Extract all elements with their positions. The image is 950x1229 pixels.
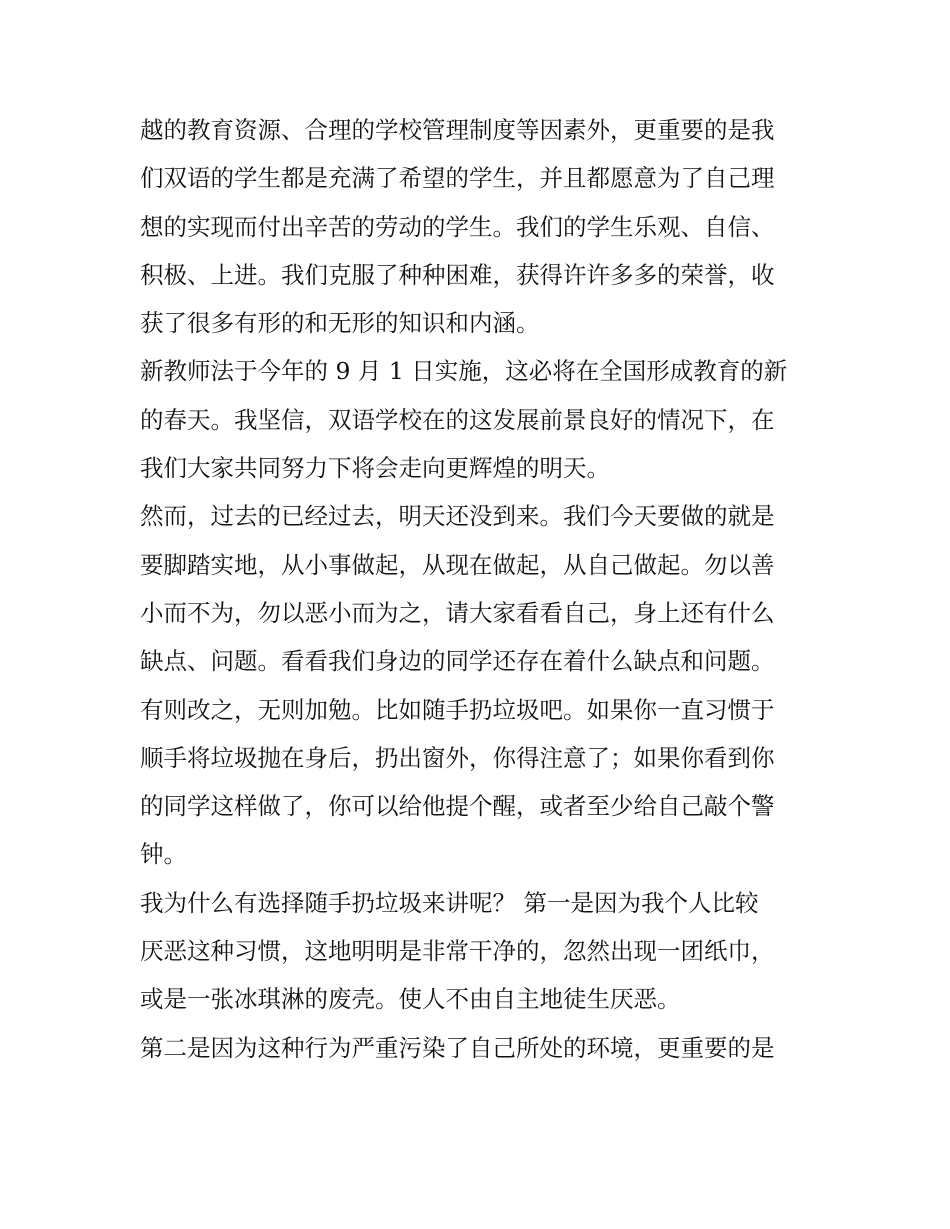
text-line: 有则改之，无则加勉。比如随手扔垃圾吧。如果你一直习惯于: [140, 695, 775, 724]
document-body: [140, 106, 830, 1072]
text-line: 我们大家共同努力下将会走向更辉煌的明天。: [140, 454, 610, 483]
text-line: 然而，过去的已经过去，明天还没到来。我们今天要做的就是: [140, 502, 775, 531]
text-line: 小而不为，勿以恶小而为之，请大家看看自己，身上还有什么: [140, 598, 775, 627]
text-line: 们双语的学生都是充满了希望的学生，并且都愿意为了自己理: [140, 164, 775, 193]
text-line: 获了很多有形的和无形的知识和内涵。: [140, 309, 540, 338]
text-line: 我为什么有选择随手扔垃圾来讲呢？ 第一是因为我个人比较: [140, 888, 759, 917]
text-line: 第二是因为这种行为严重污染了自己所处的环境，更重要的是: [140, 1033, 775, 1062]
text-line: 的春天。我坚信，双语学校在的这发展前景良好的情况下，在: [140, 405, 775, 434]
text-line: 想的实现而付出辛苦的劳动的学生。我们的学生乐观、自信、: [140, 212, 775, 241]
text-line: 厌恶这种习惯，这地明明是非常干净的，忽然出现一团纸巾，: [140, 937, 775, 966]
text-line: 新教师法于今年的 9 月 1 日实施，这必将在全国形成教育的新: [140, 357, 788, 386]
text-line: 越的教育资源、合理的学校管理制度等因素外，更重要的是我: [140, 116, 775, 144]
text-line: 缺点、问题。看看我们身边的同学还存在着什么缺点和问题。: [140, 647, 775, 676]
text-line: 的同学这样做了，你可以给他提个醒，或者至少给自己敲个警: [140, 792, 775, 821]
text-line: 积极、上进。我们克服了种种困难，获得许许多多的荣誉，收: [140, 260, 775, 289]
text-line: 要脚踏实地，从小事做起，从现在做起，从自己做起。勿以善: [140, 550, 775, 579]
text-line: 或是一张冰琪淋的废壳。使人不由自主地徒生厌恶。: [140, 985, 681, 1014]
text-line: 钟。: [140, 840, 187, 869]
text-line: 顺手将垃圾抛在身后，扔出窗外，你得注意了；如果你看到你: [140, 743, 775, 772]
